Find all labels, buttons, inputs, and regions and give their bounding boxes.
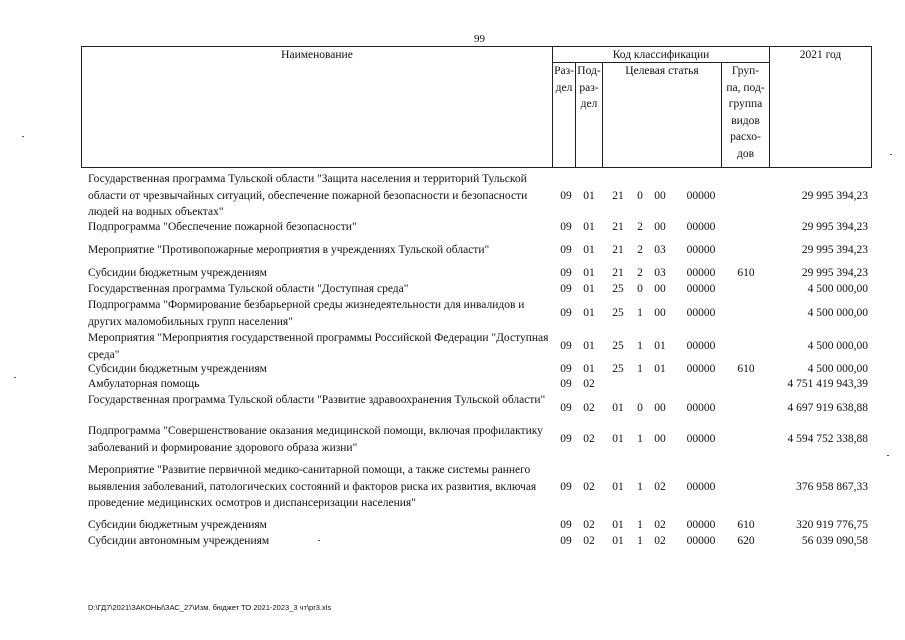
row-direction: 00000 bbox=[686, 244, 716, 256]
row-razdel: 09 bbox=[560, 402, 572, 414]
row-amount: 29 995 394,23 bbox=[801, 267, 868, 279]
row-podrazdel: 01 bbox=[583, 307, 595, 319]
row-main-event: 01 bbox=[654, 340, 666, 352]
row-amount: 29 995 394,23 bbox=[801, 221, 868, 233]
row-program: 21 bbox=[612, 244, 624, 256]
row-name: Государственная программа Тульской области "Доступная среда" bbox=[88, 283, 409, 295]
header-year-label: 2021 год bbox=[799, 49, 842, 61]
row-podrazdel: 02 bbox=[583, 433, 595, 445]
row-amount: 56 039 090,58 bbox=[801, 535, 868, 547]
row-direction: 00000 bbox=[686, 519, 716, 531]
row-podrazdel: 02 bbox=[583, 378, 595, 390]
row-razdel: 09 bbox=[560, 283, 572, 295]
row-direction: 00000 bbox=[686, 481, 716, 493]
row-amount: 29 995 394,23 bbox=[801, 244, 868, 256]
row-main-event: 01 bbox=[654, 363, 666, 375]
row-podrazdel: 02 bbox=[583, 519, 595, 531]
row-razdel: 09 bbox=[560, 535, 572, 547]
row-name: Субсидии автономным учреждениям bbox=[88, 535, 270, 547]
row-razdel: 09 bbox=[560, 221, 572, 233]
row-amount: 29 995 394,23 bbox=[801, 190, 868, 202]
row-razdel: 09 bbox=[560, 481, 572, 493]
scan-speck bbox=[22, 136, 24, 137]
row-direction: 00000 bbox=[686, 535, 716, 547]
row-razdel: 09 bbox=[560, 267, 572, 279]
row-main-event: 02 bbox=[654, 535, 666, 547]
row-expense-type: 610 bbox=[737, 519, 755, 531]
row-direction: 00000 bbox=[686, 363, 716, 375]
header-target-article-label: Целевая статья bbox=[625, 65, 699, 77]
row-main-event: 02 bbox=[654, 481, 666, 493]
header-classification-label: Код классификации bbox=[612, 49, 710, 61]
page-number: 99 bbox=[474, 33, 485, 45]
row-amount: 4 751 419 943,39 bbox=[787, 378, 868, 390]
row-razdel: 09 bbox=[560, 190, 572, 202]
row-amount: 4 697 919 638,88 bbox=[787, 402, 868, 414]
row-podrazdel: 01 bbox=[583, 221, 595, 233]
row-razdel: 09 bbox=[560, 340, 572, 352]
scan-speck bbox=[14, 377, 16, 378]
row-amount: 4 500 000,00 bbox=[807, 363, 868, 375]
row-subprogram: 1 bbox=[637, 535, 643, 547]
row-name: Государственная программа Тульской области "Развитие здравоохранения Тульской области" bbox=[88, 394, 546, 406]
row-podrazdel: 02 bbox=[583, 402, 595, 414]
row-amount: 376 958 867,33 bbox=[796, 481, 868, 493]
row-subprogram: 1 bbox=[637, 340, 643, 352]
row-razdel: 09 bbox=[560, 433, 572, 445]
row-subprogram: 2 bbox=[637, 221, 643, 233]
row-podrazdel: 01 bbox=[583, 190, 595, 202]
row-amount: 4 500 000,00 bbox=[807, 283, 868, 295]
row-name: Амбулаторная помощь bbox=[88, 378, 200, 390]
row-program: 01 bbox=[612, 535, 624, 547]
row-main-event: 00 bbox=[654, 190, 666, 202]
header-expense-group-label: Груп- па, под- группа видов расхо- дов bbox=[726, 65, 765, 160]
row-direction: 00000 bbox=[686, 433, 716, 445]
row-main-event: 00 bbox=[654, 283, 666, 295]
row-program: 01 bbox=[612, 481, 624, 493]
row-subprogram: 1 bbox=[637, 481, 643, 493]
row-name: Подпрограмма "Совершенствование оказания медицинской помощи, включая профилактику заболеваний и формирование здорового образа жизни" bbox=[88, 425, 543, 454]
row-direction: 00000 bbox=[686, 267, 716, 279]
row-direction: 00000 bbox=[686, 402, 716, 414]
row-subprogram: 2 bbox=[637, 244, 643, 256]
row-razdel: 09 bbox=[560, 378, 572, 390]
footer-file-path: D:\ГД7\2021\ЗАКОНЫ\ЗАС_27\Изм. бюджет ТО 2021-2023_3 чт\pr3.xls bbox=[88, 603, 332, 612]
row-program: 25 bbox=[612, 283, 624, 295]
row-main-event: 00 bbox=[654, 433, 666, 445]
row-name: Субсидии бюджетным учреждениям bbox=[88, 519, 267, 531]
row-program: 01 bbox=[612, 519, 624, 531]
row-program: 21 bbox=[612, 190, 624, 202]
row-podrazdel: 01 bbox=[583, 363, 595, 375]
row-subprogram: 1 bbox=[637, 519, 643, 531]
row-program: 25 bbox=[612, 363, 624, 375]
row-subprogram: 1 bbox=[637, 307, 643, 319]
row-subprogram: 0 bbox=[637, 190, 643, 202]
row-main-event: 00 bbox=[654, 402, 666, 414]
row-direction: 00000 bbox=[686, 340, 716, 352]
row-podrazdel: 02 bbox=[583, 481, 595, 493]
scan-speck bbox=[887, 455, 889, 456]
row-razdel: 09 bbox=[560, 307, 572, 319]
row-subprogram: 2 bbox=[637, 267, 643, 279]
row-expense-type: 620 bbox=[737, 535, 755, 547]
row-name: Подпрограмма "Формирование безбарьерной среды жизнедеятельности для инвалидов и других маломобильных групп населения" bbox=[88, 299, 525, 328]
row-subprogram: 0 bbox=[637, 283, 643, 295]
row-podrazdel: 01 bbox=[583, 267, 595, 279]
row-name: Субсидии бюджетным учреждениям bbox=[88, 363, 267, 375]
row-amount: 4 500 000,00 bbox=[807, 307, 868, 319]
row-amount: 4 500 000,00 bbox=[807, 340, 868, 352]
row-program: 21 bbox=[612, 221, 624, 233]
row-podrazdel: 01 bbox=[583, 244, 595, 256]
row-podrazdel: 01 bbox=[583, 340, 595, 352]
header-podrazdel-label: Под- раз- дел bbox=[577, 65, 601, 110]
row-razdel: 09 bbox=[560, 363, 572, 375]
row-main-event: 00 bbox=[654, 307, 666, 319]
row-name: Государственная программа Тульской области "Защита населения и территорий Тульской области от чрезвычайных ситуаций, обеспечение пожарной безопасности и безопасности людей на водных объектах" bbox=[88, 173, 528, 218]
row-subprogram: 1 bbox=[637, 363, 643, 375]
row-name: Субсидии бюджетным учреждениям bbox=[88, 267, 267, 279]
row-main-event: 03 bbox=[654, 267, 666, 279]
header-razdel-label: Раз- дел bbox=[554, 65, 574, 94]
row-program: 25 bbox=[612, 307, 624, 319]
row-direction: 00000 bbox=[686, 221, 716, 233]
row-main-event: 00 bbox=[654, 221, 666, 233]
row-razdel: 09 bbox=[560, 519, 572, 531]
row-razdel: 09 bbox=[560, 244, 572, 256]
row-program: 21 bbox=[612, 267, 624, 279]
row-amount: 4 594 752 338,88 bbox=[787, 433, 868, 445]
row-program: 01 bbox=[612, 402, 624, 414]
scan-speck bbox=[318, 540, 320, 541]
row-amount: 320 919 776,75 bbox=[796, 519, 868, 531]
row-podrazdel: 02 bbox=[583, 535, 595, 547]
row-name: Мероприятие "Развитие первичной медико-санитарной помощи, а также системы раннего выявления заболеваний, патологических состояний и факторов риска их развития, включая проведение медицинских осмотров и диспансеризации населения" bbox=[88, 464, 537, 509]
row-direction: 00000 bbox=[686, 307, 716, 319]
row-name: Подпрограмма "Обеспечение пожарной безопасности" bbox=[88, 221, 357, 233]
row-podrazdel: 01 bbox=[583, 283, 595, 295]
row-program: 01 bbox=[612, 433, 624, 445]
header-name-label: Наименование bbox=[281, 49, 353, 61]
row-direction: 00000 bbox=[686, 190, 716, 202]
row-name: Мероприятие "Противопожарные мероприятия в учреждениях Тульской области" bbox=[88, 244, 490, 256]
row-expense-type: 610 bbox=[737, 267, 755, 279]
row-main-event: 03 bbox=[654, 244, 666, 256]
row-expense-type: 610 bbox=[737, 363, 755, 375]
row-program: 25 bbox=[612, 340, 624, 352]
row-name: Мероприятия "Мероприятия государственной программы Российской Федерации "Доступная среда" bbox=[88, 332, 549, 361]
row-main-event: 02 bbox=[654, 519, 666, 531]
scan-speck bbox=[890, 154, 892, 155]
row-subprogram: 1 bbox=[637, 433, 643, 445]
row-direction: 00000 bbox=[686, 283, 716, 295]
row-subprogram: 0 bbox=[637, 402, 643, 414]
